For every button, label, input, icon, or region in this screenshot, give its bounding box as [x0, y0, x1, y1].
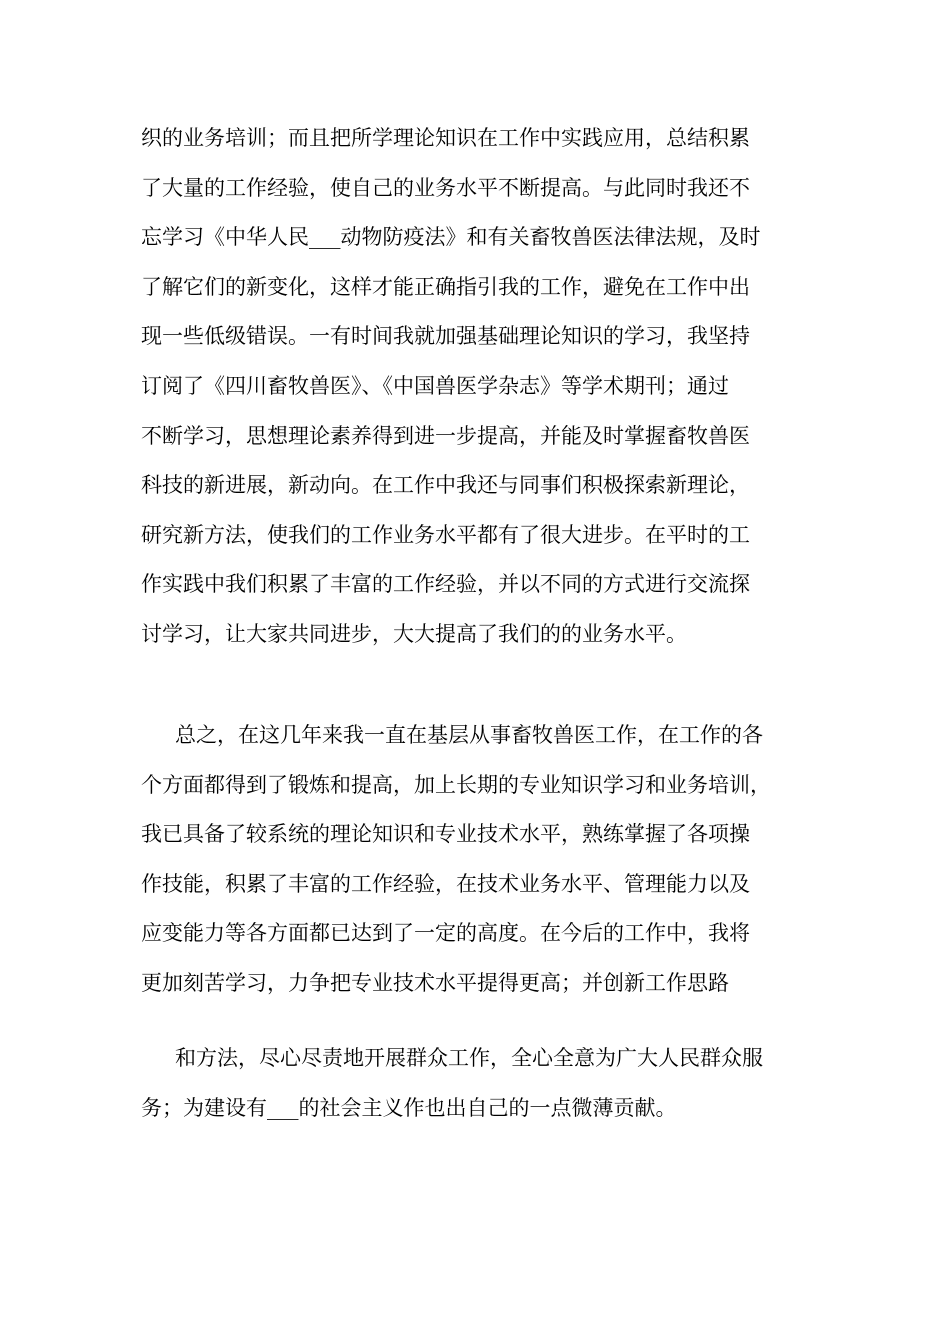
paragraph-line: 个方面都得到了锻炼和提高，加上长期的专业知识学习和业务培训， — [141, 772, 771, 797]
paragraph-line: 现一些低级错误。一有时间我就加强基础理论知识的学习，我坚持 — [141, 324, 750, 349]
paragraph-line: 研究新方法，使我们的工作业务水平都有了很大进步。在平时的工 — [141, 522, 750, 547]
paragraph-3 — [141, 1034, 813, 1133]
paragraph-line: 忘学习《中华人民___动物防疫法》和有关畜牧兽医法律法规，及时 — [141, 225, 761, 250]
paragraph-line: 务；为建设有___的社会主义作也出自己的一点微薄贡献。 — [141, 1095, 677, 1120]
paragraph-line: 总之，在这几年来我一直在基层从事畜牧兽医工作，在工作的各 — [175, 723, 763, 747]
paragraph-line: 更加刻苦学习，力争把专业技术水平提得更高；并创新工作思路 — [141, 970, 729, 995]
paragraph-line: 作实践中我们积累了丰富的工作经验，并以不同的方式进行交流探 — [141, 572, 750, 597]
paragraph-2 — [141, 711, 813, 1009]
paragraph-line: 订阅了《四川畜牧兽医》、《中国兽医学杂志》等学术期刊；通过 — [141, 373, 729, 398]
paragraph-line: 了大量的工作经验，使自己的业务水平不断提高。与此同时我还不 — [141, 175, 750, 200]
paragraph-line: 讨学习，让大家共同进步，大大提高了我们的的业务水平。 — [141, 621, 687, 646]
paragraph-line: 应变能力等各方面都已达到了一定的高度。在今后的工作中，我将 — [141, 921, 750, 946]
paragraph-line: 科技的新进展，新动向。在工作中我还与同事们积极探索新理论， — [141, 473, 750, 498]
paragraph-line: 不断学习，思想理论素养得到进一步提高，并能及时掌握畜牧兽医 — [141, 423, 750, 448]
paragraph-line: 了解它们的新变化，这样才能正确指引我的工作，避免在工作中出 — [141, 274, 750, 299]
paragraph-line: 织的业务培训；而且把所学理论知识在工作中实践应用，总结积累 — [141, 126, 750, 150]
paragraph-1 — [141, 114, 813, 660]
paragraph-line: 我已具备了较系统的理论知识和专业技术水平，熟练掌握了各项操 — [141, 822, 750, 847]
paragraph-line: 作技能，积累了丰富的工作经验，在技术业务水平、管理能力以及 — [141, 871, 750, 896]
paragraph-line: 和方法，尽心尽责地开展群众工作，全心全意为广大人民群众服 — [175, 1046, 763, 1070]
